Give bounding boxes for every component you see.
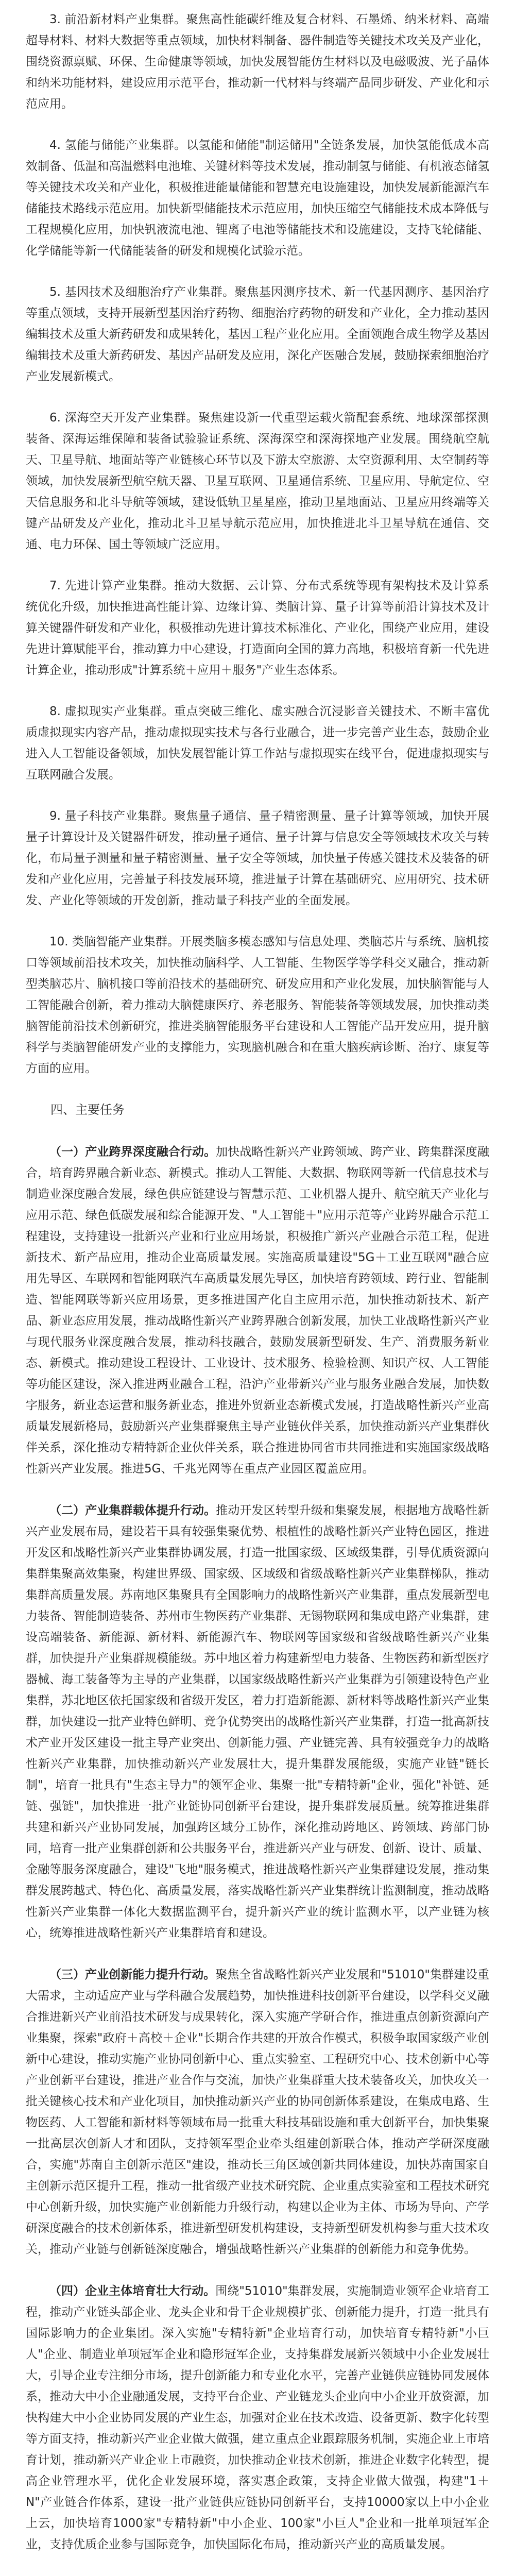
body-paragraph xyxy=(26,1500,489,1944)
paragraph-text: 3. 前沿新材料产业集群。聚焦高性能碳纤维及复合材料、石墨烯、纳米材料、高端超导材料、材料大数据等重点领域，加快材料制备、器件制造等关键技术攻关及产业化，围绕资源禀赋、环保、生命健康等领域，加快发展智能仿生材料以及电磁吸波、光子晶体和纳米功能材料，建设应用示范平台，推动新一代材料与终端产品同步研发、产业化和示范应用。 xyxy=(26,13,489,111)
body-paragraph xyxy=(26,806,489,911)
subsection-title: （二）产业集群载体提升行动。 xyxy=(49,1503,216,1517)
body-paragraph xyxy=(26,408,489,555)
section-heading: 四、主要任务 xyxy=(50,1103,125,1117)
paragraph-text: 9. 量子科技产业集群。聚焦量子通信、量子精密测量、量子计算等领域，加快开展量子计算设计及关键器件研发，推动量子通信、量子计算与信息安全等领域技术攻关与转化，布局量子测量和量子精密测量、量子安全等领域，加快量子传感关键技术及装备的研发和产业化应用，完善量子科技发展环境，推进量子计算在基础研究、应用研究、技术研发、产业化等领域的开发创新，推动量子科技产业的全面发展。 xyxy=(26,809,489,907)
paragraph-text: 10. 类脑智能产业集群。开展类脑多模态感知与信息处理、类脑芯片与系统、脑机接口等领域前沿技术攻关，加快推动脑科学、人工智能、生物医学等学科交叉融合，推动新型类脑芯片、脑机接口等前沿技术的基础研究、研发应用和产业化发展，加快脑智能与人工智能融合创新，着力推动大脑健康医疗、养老服务、智能装备等领域发展，加快推动类脑智能前沿技术创新研究，推进类脑智能服务平台建设和人工智能产品开发应用，提升脑科学与类脑智能研发产业的支撑能力，实现脑机融合和在重大脑疾病诊断、治疗、康复等方面的应用。 xyxy=(26,935,489,1075)
subsection-title: （一）产业跨界深度融合行动。 xyxy=(49,1145,216,1159)
body-paragraph xyxy=(26,135,489,262)
body-paragraph xyxy=(26,701,489,786)
body-paragraph xyxy=(26,931,489,1079)
paragraph-text: 6. 深海空天开发产业集群。聚焦建设新一代重型运载火箭配套系统、地球深部探测装备、深海运维保障和装备试验验证系统、深海深空和深海探地产业发展。围绕航空航天、卫星导航、地面站等产业链核心环节以及下游太空旅游、太空资源利用、太空制药等领域，加快发展新型航空航天器、卫星互联网、卫星通信系统、卫星应用、导航定位、空天信息服务和北斗导航等领域，建设低轨卫星星座，推动卫星地面站、卫星应用终端等关键产品研发及产业化，推动北斗卫星导航示范应用，加快推进北斗卫星导航在通信、交通、电力环保、国土等领域广泛应用。 xyxy=(26,411,489,551)
document-body xyxy=(26,0,489,2576)
paragraph-text: 推动开发区转型升级和集聚发展，根据地方战略性新兴产业发展布局，建设若干具有较强集聚优势、根植性的战略性新兴产业特色园区，推进开发区和战略性新兴产业集群协调发展，打造一批国家级、区域级集群，引导优质资源向集群集聚高效集聚，构建世界级、国家级、区域级和省级战略性新兴产业集群梯队，推动集群高质量发展。苏南地区集聚具有全国影响力的战略性新兴产业集群，重点发展新型电力装备、智能制造装备、苏州市生物医药产业集群、无锡物联网和集成电路产业集群，建设高端装备、新能源、新材料、新能源汽车、物联网等国家级和省级战略性新兴产业集群，加快提升产业集群规模能级。苏中地区着力构建新型电力装备、生物医药和新型医疗器械、海工装备等为主导的产业集群，以国家级战略性新兴产业集群为引领建设特色产业集群，苏北地区依托国家级和省级开发区，着力打造新能源、新材料等战略性新兴产业集群，加快建设一批产业特色鲜明、竞争优势突出的战略性新兴产业集群，打造一批高新技术产业开发区建设一批主导产业突出、创新能力强、产业链完善、具有较强竞争力的战略性新兴产业集群，加快推动新兴产业发展壮大，提升集群发展能级，实施产业链"链长制"，培育一批具有"生态主导力"的领军企业、集聚一批"专精特新"企业，强化"补链、延链、强链"，加快推进一批产业链协同创新平台建设，提升集群发展质量。统筹推进集群共建和新兴产业协同发展，加强跨区域分工协作，深化推动跨地区、跨领域、跨部门协同，培育一批产业集群创新和公共服务平台，推进新兴产业与研发、创新、设计、质量、金融等服务深度融合，建设"飞地"服务模式，推进战略性新兴产业集群建设发展，推动集群发展跨越式、特色化、高质量发展，落实战略性新兴产业集群统计监测制度，推动战略性新兴产业集群一体化大数据监测平台，提升新兴产业的统计监测水平，以产业链为核心，统筹推进战略性新兴产业集群培育和建设。 xyxy=(26,1504,490,1940)
paragraph-text: 加快战略性新兴产业跨领域、跨产业、跨集群深度融合，培育跨界融合新业态、新模式。推动人工智能、大数据、物联网等新一代信息技术与制造业深度融合发展，绿色供应链建设与智慧示范、工业机器人提升、航空航天产业化与应用示范、绿色低碳发展和综合能源开发、"人工智能＋"应用示范等产业跨界融合示范工程建设，支持建设一批新兴产业和行业应用场景，积极推广新兴产业融合示范工程，促进新技术、新产品应用，推动企业高质量发展。实施高质量建设"5G＋工业互联网"融合应用先导区、车联网和智能网联汽车高质量发展先导区，加快培育跨领域、跨行业、智能制造、智能网联等新兴应用场景，更多推进国产化自主应用示范，加快推动新技术、新产品、新业态应用发展，推动战略性新兴产业跨界融合创新发展，加快工业战略性新兴产业与现代服务业深度融合发展，推动科技融合，鼓励发展新型研发、生产、消费服务新业态、新模式。推动建设工程设计、工业设计、技术服务、检验检测、知识产权、人工智能等功能区建设，深入推进两业融合工程，沿沪产业带新兴产业与服务业融合发展，加快数字服务，新业态运营和服务新业态，推进外贸新业态新模式发展，打造战略性新兴产业高质量发展新格局，鼓励新兴产业集群聚焦主导产业链伙伴关系，加快推动新兴产业集群伙伴关系，深化推动专精特新企业伙伴关系，联合推进协同省市共同推进和实施国家级战略性新兴产业发展。推进5G、千兆光网等在重点产业园区覆盖应用。 xyxy=(26,1145,490,1476)
body-paragraph xyxy=(26,282,489,387)
paragraph-text: 聚焦全省战略性新兴产业发展和"51010"集群建设重大需求，主动适应产业与学科融合发展趋势，加快推进科技创新平台建设，以学科交叉融合推进新兴产业前沿技术研发与成果转化，深入实施产学研合作，推进重点创新资源向产业集聚，探索"政府＋高校＋企业"长期合作共建的开放合作模式，积极争取国家级产业创新中心建设，推动实施产业协同创新中心、重点实验室、工程研究中心、技术创新中心等产业创新平台建设，推进产业合作与交流，加快产业集群重大技术装备攻关，加快攻关一批关键核心技术和产业化项目，加快推动新兴产业的协同创新体系建设，在集成电路、生物医药、人工智能和新材料等领域布局一批重大科技基础设施和重大创新平台，加快集聚一批高层次创新人才和团队，支持领军型企业牵头组建创新联合体，推动产学研深度融合，实施"苏南自主创新示范区"建设，推动长三角区域创新共同体建设，加快苏南国家自主创新示范区提升工程，推动一批省级产业技术研究院、企业重点实验室和工程技术研究中心创新升级，加快实施产业创新能力升级行动，构建以企业为主体、市场为导向、产学研深度融合的技术创新体系，推进新型研发机构建设，支持新型研发机构参与重大技术攻关，推动产业链与创新链深度融合，增强战略性新兴产业集群的创新能力和竞争优势。 xyxy=(26,1968,490,2256)
body-paragraph xyxy=(26,9,489,115)
paragraph-text: 5. 基因技术及细胞治疗产业集群。聚焦基因测序技术、新一代基因测序、基因治疗等重点领域，支持开展新型基因治疗药物、细胞治疗药物的研发和产业化，全力推动基因编辑技术及重大新药研发和成果转化，基因工程产业化应用。全面领跑合成生物学及基因编辑技术及重大新药研发、基因产品研发及应用，深化产医融合发展，鼓励探索细胞治疗产业发展新模式。 xyxy=(26,285,489,383)
body-paragraph xyxy=(26,1964,489,2260)
body-paragraph xyxy=(26,1141,489,1480)
paragraph-text: 围绕"51010"集群发展，实施制造业领军企业培育工程，推动产业链头部企业、龙头企业和骨干企业规模扩张、创新能力提升，打造一批具有国际影响力的企业集团。深入实施"专精特新"企业培育行动，加快培育专精特新"小巨人"企业、制造业单项冠军企业和隐形冠军企业，支持集群发展新兴领域中小企业发展壮大，引导企业专注细分市场，提升创新能力和专业化水平，完善产业链供应链协同发展体系，推动大中小企业融通发展，支持平台企业、产业链龙头企业向中小企业开放资源，加快构建大中小企业协同发展的产业生态，加强对企业在技术改造、设备更新、数字化转型等方面支持，推动新兴产业企业做大做强，建立重点企业跟踪服务机制，实施企业上市培育计划，推动新兴产业企业上市融资，加快推动企业技术创新，推进企业数字化转型，提高企业管理水平，优化企业发展环境，落实惠企政策，支持企业做大做强，构建"1＋N"产业链合作体系，建设一批产业链供应链协同创新平台，支持10000家以上中小企业上云，加快培育1000家"专精特新"中小企业、100家"小巨人"企业和一批单项冠军企业，支持优质企业参与国际竞争，加快国际化布局，推动新兴产业的高质量发展。 xyxy=(26,2284,490,2551)
paragraph-text: 8. 虚拟现实产业集群。重点突破三维化、虚实融合沉浸影音关键技术、不断丰富优质虚拟现实内容产品，推动虚拟现实技术与各行业融合，进一步完善产业生态，鼓励企业进入人工智能设备领域，加快发展智能计算工作站与虚拟现实在线平台，促进虚拟现实与互联网融合发展。 xyxy=(26,705,489,782)
subsection-title: （四）企业主体培育壮大行动。 xyxy=(49,2284,216,2298)
subsection-title: （三）产业创新能力提升行动。 xyxy=(49,1968,216,1981)
paragraph-text: 7. 先进计算产业集群。推动大数据、云计算、分布式系统等现有架构技术及计算系统优化升级，加快推进高性能计算、边缘计算、类脑计算、量子计算等前沿计算技术及计算关键器件研发和产业化，积极推动先进计算技术标准化、产业化，围绕产业应用，建设先进计算赋能平台，推动算力中心建设，打造面向全国的算力高地，积极培育新一代先进计算企业，推动形成"计算系统＋应用＋服务"产业生态体系。 xyxy=(26,579,489,677)
paragraph-text: 4. 氢能与储能产业集群。以氢能和储能"制运储用"全链条发展，加快氢能低成本高效制备、低温和高温燃料电池堆、关键材料等技术发展，推动制氢与储能、有机液态储氢等关键技术攻关和产业化，积极推进能量储能和智慧充电设施建设，加快发展新能源汽车储能技术路线示范应用。加快新型储能技术示范应用，加快压缩空气储能技术成本降低与工程规模化应用，加快钒液流电池、锂离子电池等储能技术和设施建设，支持飞轮储能、化学储能等新一代储能装备的研发和规模化试验示范。 xyxy=(26,139,489,258)
body-paragraph xyxy=(26,575,489,681)
body-paragraph xyxy=(26,2280,489,2555)
